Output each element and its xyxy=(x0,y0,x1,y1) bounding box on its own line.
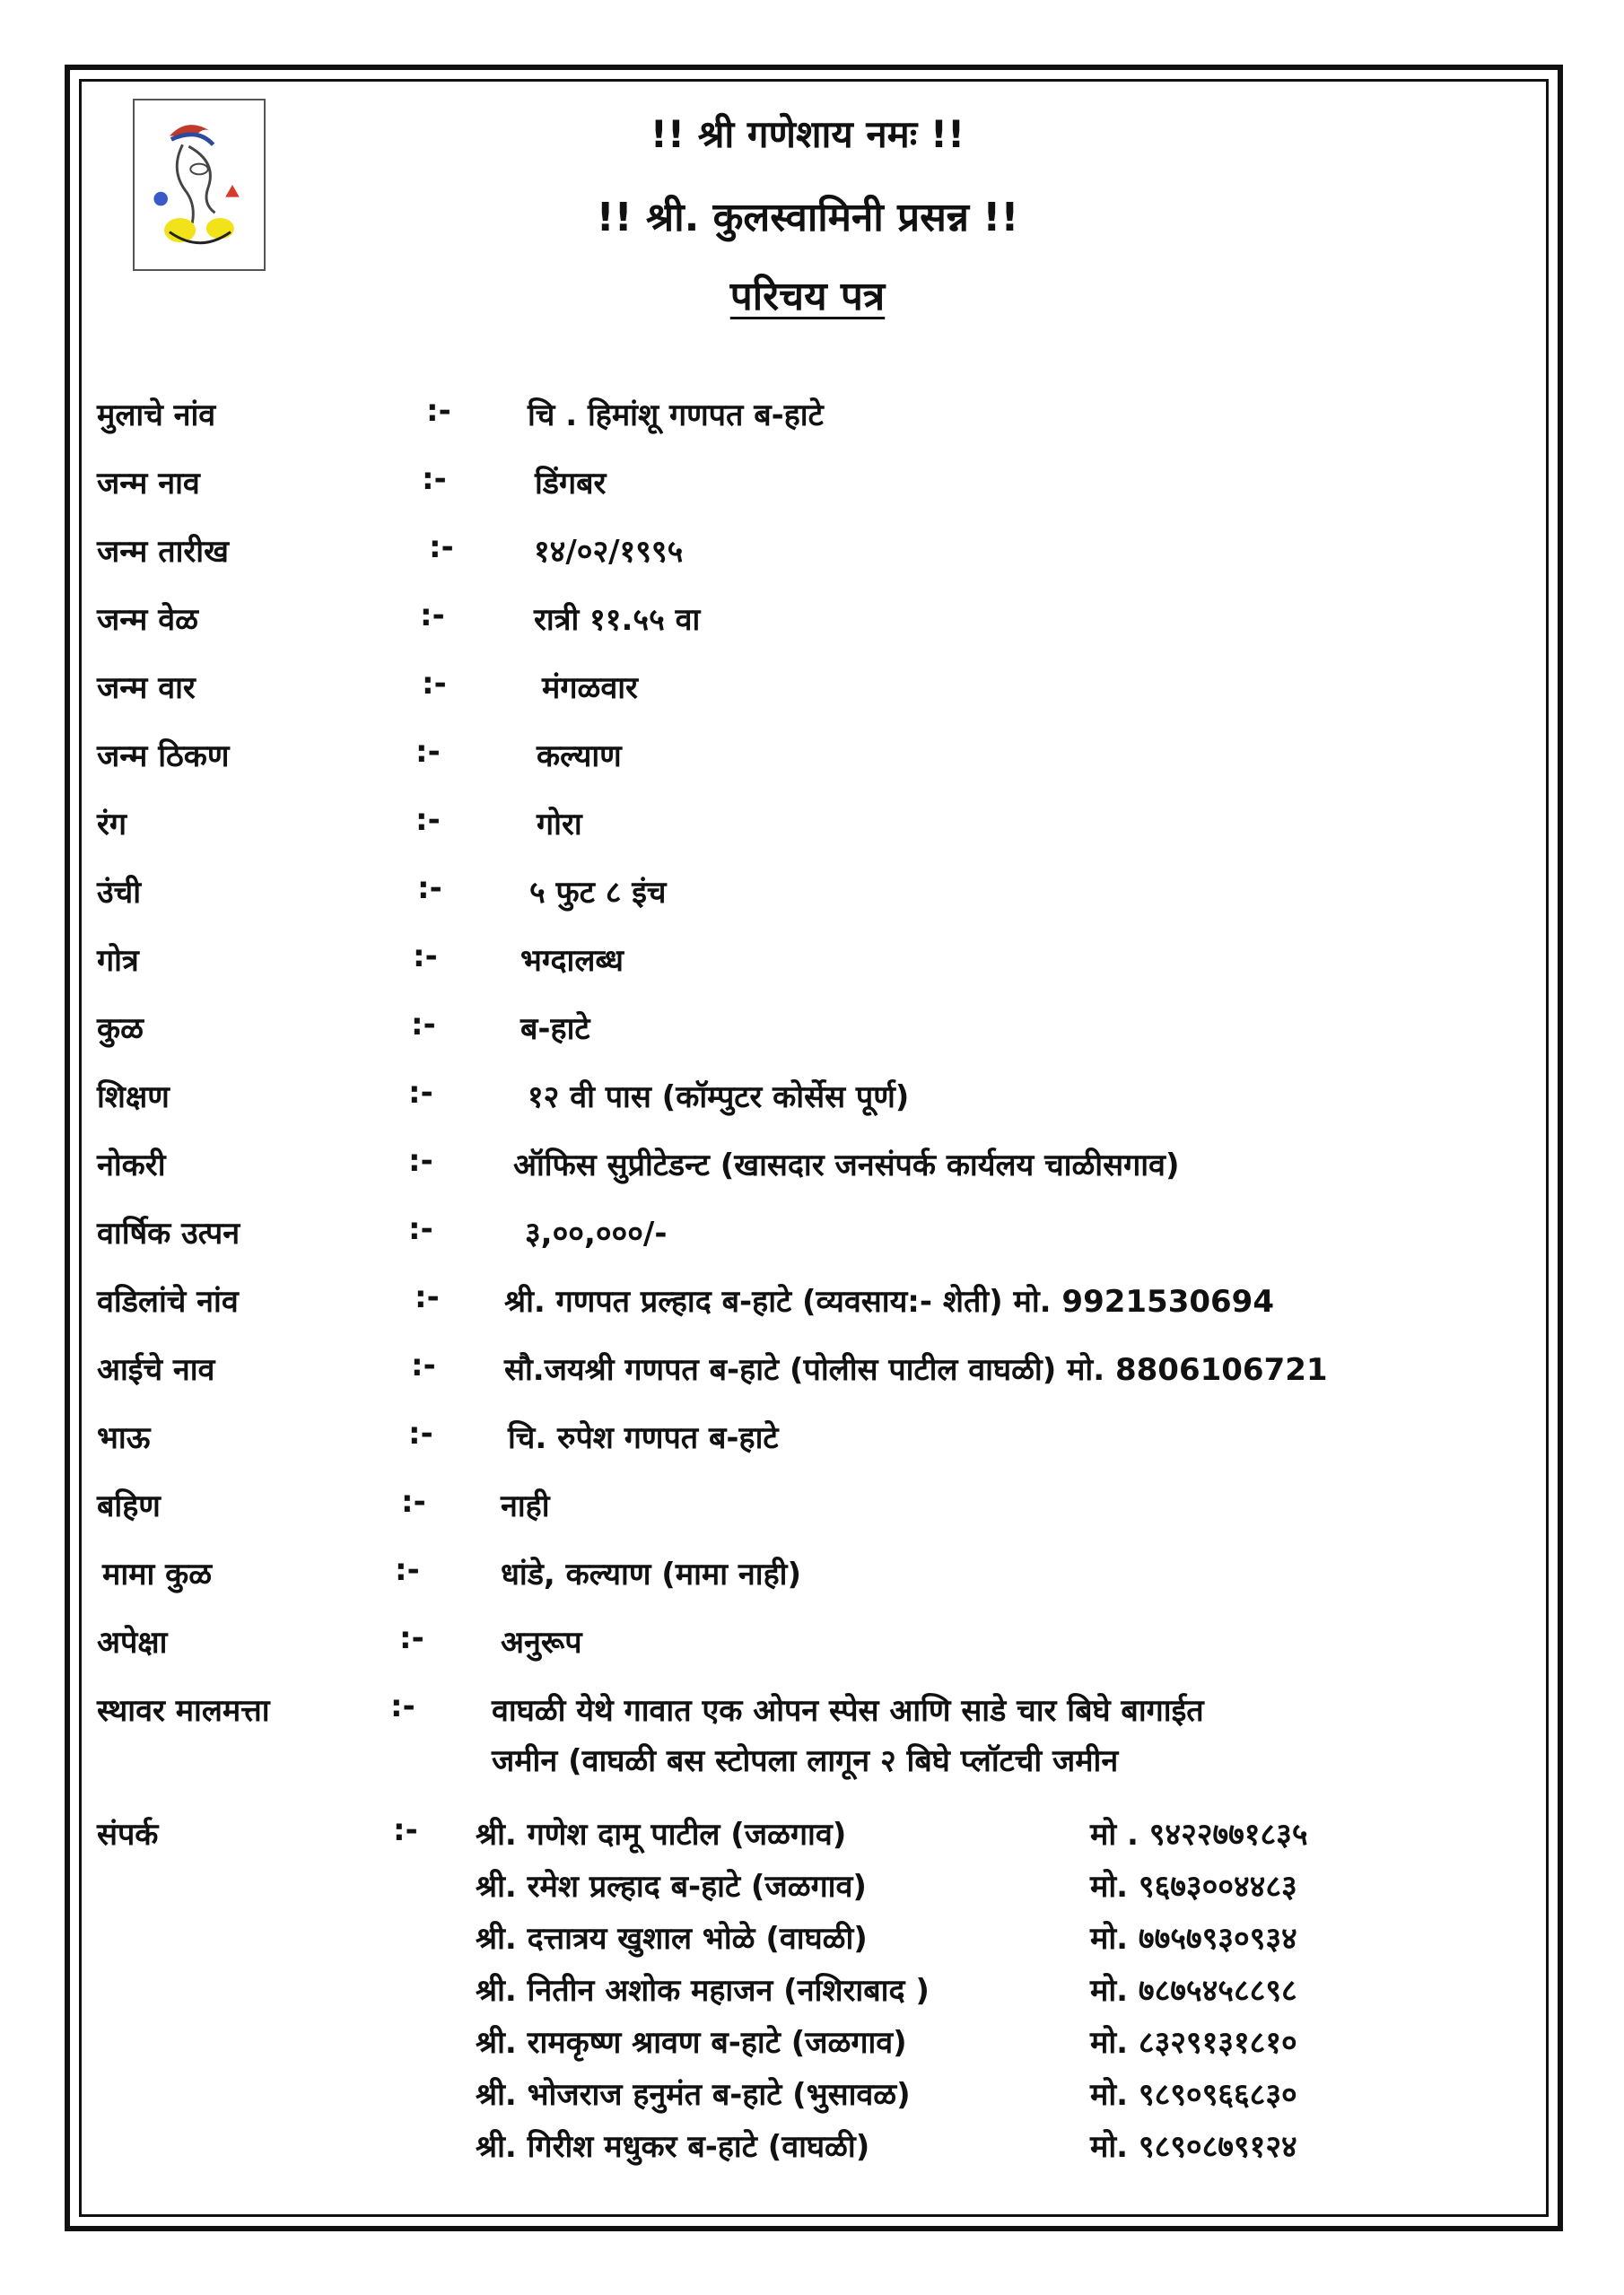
field-separator: :- xyxy=(413,938,438,974)
field-row xyxy=(0,1484,1624,1538)
field-label: अपेक्षा xyxy=(97,1625,168,1661)
field-row xyxy=(0,393,1624,447)
field-value: मंगळवार xyxy=(542,670,638,706)
contact-phone: मो. ९८९०९६६८३० xyxy=(1090,2077,1297,2113)
field-label: उंची xyxy=(97,875,142,911)
field-separator: :- xyxy=(401,1484,426,1520)
contact-separator: :- xyxy=(393,1812,418,1848)
field-row xyxy=(0,802,1624,856)
field-row xyxy=(0,666,1624,720)
field-value: १४/०२/१९९५ xyxy=(534,534,684,570)
field-row xyxy=(0,1075,1624,1129)
field-row xyxy=(0,598,1624,651)
contact-phone: मो. ७७५७९३०९३४ xyxy=(1090,1921,1297,1957)
contact-name: श्री. दत्तात्रय खुशाल भोळे (वाघळी) xyxy=(476,1921,868,1957)
contact-entry xyxy=(0,1864,1624,1918)
field-label: नोकरी xyxy=(97,1148,166,1183)
contact-phone: मो . ९४२२७७१८३५ xyxy=(1090,1817,1308,1853)
field-label: जन्म ठिकण xyxy=(97,738,230,774)
field-separator: :- xyxy=(408,1416,433,1452)
field-separator: :- xyxy=(411,1348,436,1383)
contact-entry xyxy=(0,2125,1624,2178)
header-blessing: !! श्री. कुलस्वामिनी प्रसन्न !! xyxy=(596,195,1019,240)
field-value: अनुरूप xyxy=(501,1625,582,1661)
field-separator: :- xyxy=(415,1279,440,1315)
contact-name: श्री. भोजराज हनुमंत ब-हाटे (भुसावळ) xyxy=(476,2077,911,2113)
field-row xyxy=(0,1348,1624,1401)
page-title-text: परिचय पत्र xyxy=(729,274,886,319)
field-value: कल्याण xyxy=(537,738,622,774)
field-label: भाऊ xyxy=(97,1420,151,1456)
field-separator: :- xyxy=(415,734,441,770)
field-label: कुळ xyxy=(97,1011,144,1047)
page-title xyxy=(269,267,1346,321)
field-separator: :- xyxy=(408,1075,433,1111)
field-row xyxy=(0,1689,1624,1742)
field-label: वडिलांचे नांव xyxy=(97,1284,239,1320)
field-row xyxy=(0,1007,1624,1060)
field-value-continued: जमीन (वाघळी बस स्टोपला लागून २ बिघे प्लॉटची जमीन xyxy=(492,1743,1119,1779)
field-value: ब-हाटे xyxy=(520,1011,590,1047)
contact-entry xyxy=(0,2072,1624,2126)
field-value: रात्री ११.५५ वा xyxy=(534,602,701,638)
field-separator: :- xyxy=(415,802,441,838)
contact-phone: मो. ९६७३००४४८३ xyxy=(1090,1869,1297,1905)
field-label: स्थावर मालमत्ता xyxy=(97,1693,270,1729)
field-separator: :- xyxy=(417,870,442,906)
field-row xyxy=(0,870,1624,924)
ganesha-logo-icon xyxy=(133,99,266,271)
field-value: ऑफिस सुप्रीटेडन्ट (खासदार जनसंपर्क कार्यलय चाळीसगाव) xyxy=(513,1148,1180,1183)
field-row xyxy=(0,734,1624,788)
contact-phone: मो. ७८७५४५८८९८ xyxy=(1090,1973,1297,2009)
field-row xyxy=(0,1211,1624,1265)
field-row xyxy=(0,461,1624,515)
field-separator: :- xyxy=(420,598,445,633)
field-value: चि . हिमांशू गणपत ब-हाटे xyxy=(528,397,824,433)
contact-name: श्री. गिरीश मधुकर ब-हाटे (वाघळी) xyxy=(476,2129,870,2165)
contact-entry xyxy=(0,1968,1624,2022)
field-separator: :- xyxy=(408,1143,433,1179)
field-value: १२ वी पास (कॉम्पुटर कोर्सेस पूर्ण) xyxy=(528,1079,910,1115)
contact-name: श्री. गणेश दामू पाटील (जळगाव) xyxy=(476,1817,847,1853)
field-label: वार्षिक उत्पन xyxy=(97,1216,240,1252)
field-value: नाही xyxy=(501,1488,550,1524)
field-value: भग्दालब्ध xyxy=(520,943,624,979)
field-separator: :- xyxy=(429,529,454,565)
field-value: वाघळी येथे गावात एक ओपन स्पेस आणि साडे चार बिघे बागाईत xyxy=(492,1693,1204,1729)
field-separator: :- xyxy=(399,1620,424,1656)
field-separator: :- xyxy=(408,1211,433,1247)
field-label: जन्म नाव xyxy=(97,466,200,502)
contact-entry xyxy=(0,2020,1624,2074)
field-label: शिक्षण xyxy=(97,1079,170,1115)
property-line-2 xyxy=(0,1739,1624,1793)
contact-entry xyxy=(0,1916,1624,1970)
contact-entry xyxy=(0,1812,1624,1866)
field-label: जन्म वार xyxy=(97,670,196,706)
field-label: गोत्र xyxy=(97,943,139,979)
header-invocation: !! श्री गणेशाय नमः !! xyxy=(650,112,965,156)
field-label: रंग xyxy=(97,807,127,842)
field-separator: :- xyxy=(390,1689,415,1724)
contact-name: श्री. रामकृष्ण श्रावण ब-हाटे (जळगाव) xyxy=(476,2025,907,2061)
field-label: जन्म वेळ xyxy=(97,602,198,638)
field-value: श्री. गणपत प्रल्हाद ब-हाटे (व्यवसाय:- शेती) मो. 9921530694 xyxy=(504,1284,1274,1320)
field-value: चि. रुपेश गणपत ब-हाटे xyxy=(508,1420,779,1456)
field-separator: :- xyxy=(395,1552,420,1588)
field-separator: :- xyxy=(422,666,447,702)
field-label: मुलाचे नांव xyxy=(97,397,216,433)
contact-phone: मो. ९८९०८७९१२४ xyxy=(1090,2129,1297,2165)
field-separator: :- xyxy=(411,1007,436,1043)
contact-phone: मो. ८३२९१३१८१० xyxy=(1090,2025,1297,2061)
field-value: ३,००,०००/- xyxy=(525,1216,668,1252)
field-separator: :- xyxy=(426,393,451,429)
field-row xyxy=(0,1416,1624,1470)
field-row xyxy=(0,529,1624,583)
field-label: जन्म तारीख xyxy=(97,534,229,570)
field-row xyxy=(0,1279,1624,1333)
field-label: मामा कुळ xyxy=(102,1557,213,1593)
contact-name: श्री. रमेश प्रल्हाद ब-हाटे (जळगाव) xyxy=(476,1869,867,1905)
field-value: ५ फुट ८ इंच xyxy=(529,875,667,911)
field-row xyxy=(0,1143,1624,1197)
field-value: सौ.जयश्री गणपत ब-हाटे (पोलीस पाटील वाघळी) मो. 8806106721 xyxy=(504,1352,1328,1388)
contact-label: संपर्क xyxy=(97,1817,159,1853)
field-value: गोरा xyxy=(537,807,582,842)
contact-name: श्री. नितीन अशोक महाजन (नशिराबाद ) xyxy=(476,1973,930,2009)
field-value: डिंगबर xyxy=(535,466,607,502)
field-label: आईचे नाव xyxy=(97,1352,215,1388)
field-row xyxy=(0,1620,1624,1674)
field-value: धांडे, कल्याण (मामा नाही) xyxy=(501,1557,801,1593)
field-label: बहिण xyxy=(97,1488,161,1524)
field-row xyxy=(0,1552,1624,1606)
field-row xyxy=(0,938,1624,992)
field-separator: :- xyxy=(422,461,447,497)
